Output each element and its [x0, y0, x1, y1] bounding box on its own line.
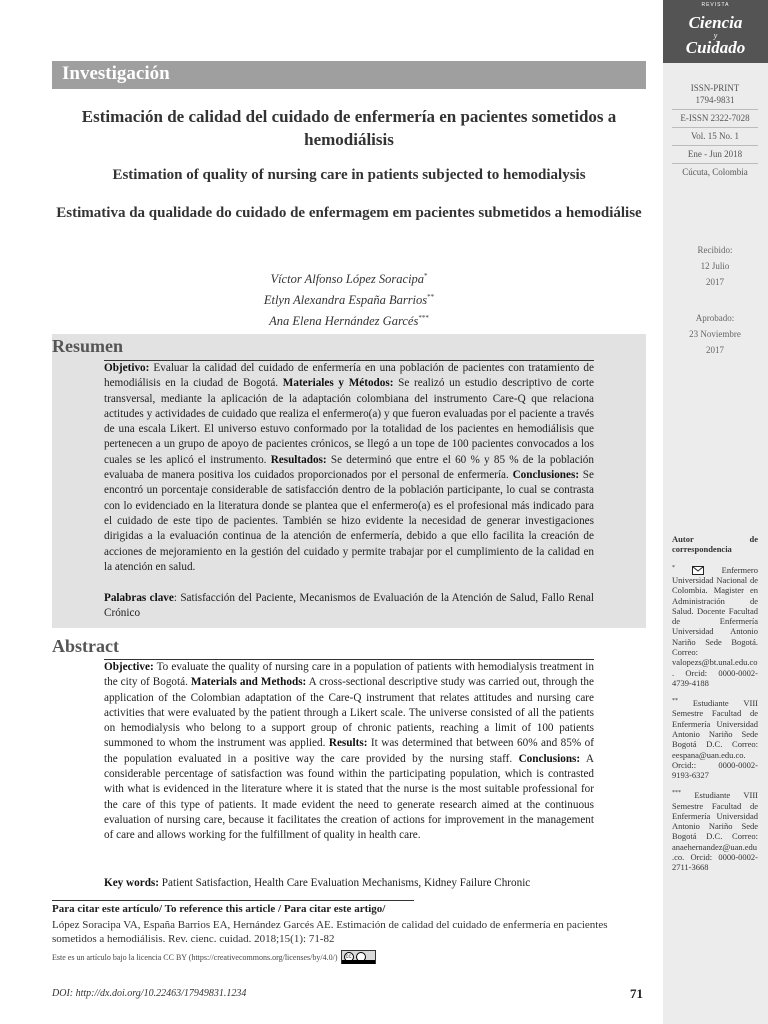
- title-english: Estimation of quality of nursing care in patients subjected to hemodialysis: [112, 167, 586, 183]
- envelope-icon: [692, 566, 704, 575]
- volume: Vol. 15 No. 1: [672, 128, 758, 146]
- title-spanish: Estimación de calidad del cuidado de enfermería en pacientes sometidos a hemodiálisis: [81, 107, 617, 149]
- license-line: [52, 950, 612, 964]
- citation-block: [52, 900, 612, 964]
- author-note-1: [672, 563, 758, 689]
- author-3-name: Ana Elena Hernández Garcés: [269, 314, 419, 329]
- period: Ene - Jun 2018: [672, 146, 758, 164]
- correspondence-heading: Autor de correspondencia: [672, 534, 758, 555]
- note3-mark: ***: [672, 790, 681, 797]
- section-label: Investigación: [62, 63, 170, 84]
- issn-print-number: 1794-9831: [695, 95, 735, 105]
- citation-text: López Soracipa VA, España Barrios EA, Hernández Garcés AE. Estimación de calidad del cuidado de enfermería en pacientes sometidos a hemodiálisis. Rev. cienc. cuidad. 2018;15(1): 71-82: [52, 919, 608, 945]
- author-note-2: [672, 696, 758, 780]
- resumen-obj-label: Objetivo:: [104, 362, 150, 374]
- resumen-obj-text: Evaluar la calidad del cuidado de enfermería en una población de pacientes con tratamiento de hemodiálisis en la ciudad de Bogotá.: [104, 362, 594, 390]
- resumen-keywords: [104, 591, 594, 622]
- page-number: 71: [630, 986, 643, 1001]
- logo-y: y: [713, 31, 718, 40]
- author-1-name: Víctor Alfonso López Soracipa: [270, 272, 425, 287]
- section-bar: [52, 61, 646, 89]
- resumen-con-text: Se encontró un porcentaje considerable de satisfacción dentro de la población participante, lo cual se contrasta con lo evidenciado en la literatura donde se plantea que el enfermero(a) es el profesional más indicado para el cuidado de este tipo de pacientes. También se hizo evidente la necesidad de generar investigaciones dirigidas a la evaluación continua de la atención de enfermería, debido a que ello facilita la creación de acciones de mejoramiento en la gestión del cuidado y permite trabajar por el cumplimiento de la calidad en la atención en salud.: [104, 469, 594, 573]
- logo-line1: Ciencia: [688, 13, 743, 32]
- resumen-heading: Resumen: [52, 336, 123, 356]
- author-2-mark: **: [427, 293, 435, 302]
- logo-line2: Cuidado: [685, 38, 746, 57]
- received-block: [672, 242, 758, 290]
- resumen-res-label: Resultados:: [270, 453, 327, 466]
- approved-block: [672, 310, 758, 358]
- author-3-mark: ***: [418, 314, 429, 323]
- abstract-text: [104, 660, 594, 844]
- note3-text: Estudiante VIII Semestre Facultad de Enfermería Universidad Antonio Nariño Sede Bogotá D.C. Correo: anaehernandez@uan.edu.co. Orcid: 0000-0002- 2711-3668: [672, 790, 759, 873]
- title-portuguese: Estimativa da qualidade do cuidado de enfermagem em pacientes submetidos a hemodiálise: [56, 205, 642, 221]
- logo-top: REVISTA: [701, 2, 730, 8]
- journal-logo: [663, 0, 768, 63]
- abstract-con-text: A considerable percentage of satisfaction was found within the participating population, which is contrasted with what is evidenced in the literature where it is stated that the nurse is the most suitable professional for the care of this type of patients. It made evident the need to generate research aimed at the continuous evaluation of nursing care, because it facilitates the creation of actions for improvement in the management of care and allows working for the fulfillment of quality in health care.: [104, 752, 594, 842]
- resumen-met-text: Se realizó un estudio descriptivo de corte transversal, mediante la aplicación de la adaptación colombiana del instrumento Care-Q que relaciona actitudes y actividades de cuidado que realiza el enfermero(a) y que fueron evaluadas por el paciente a través de una escala Likert. El universo estuvo conformado por la totalidad de los pacientes en hemodiálisis que pertenecen a un grupo de apoyo de pacientes crónicos, se llegó a un tope de 100 pacientes convocados a los cuales se les aplicó el instrumento.: [104, 377, 594, 466]
- author-note-3: [672, 788, 758, 872]
- note1-text: Enfermero Universidad Nacional de Colombia. Magister en Administración de Salud. Docente Facultad de Enfermería Universidad Antonio Nariño Sede Bogotá. Correo: valopezs@bt.unal.edu.co. Orcid: 0000-0002-4739-4188: [672, 564, 758, 688]
- issn-print-block: [672, 80, 758, 110]
- city: Cúcuta, Colombia: [682, 167, 748, 177]
- author-3: [52, 309, 646, 330]
- note2-text: Estudiante VIII Semestre Facultad de Enfermería Universidad Antonio Nariño Sede Bogotá D.C. Correo: eespana@uan.edu.co. Orcid:: 0000-0002- 9193-6327: [672, 698, 759, 781]
- license-text: Este es un artículo bajo la licencia CC BY (https://creativecommons.org/licenses/by/4.0/): [52, 952, 338, 962]
- resumen-con-label: Conclusiones:: [512, 469, 580, 482]
- abstract-met-label: Materials and Methods:: [190, 676, 307, 689]
- received-label: Recibido:: [697, 245, 733, 255]
- approved-year: 2017: [706, 345, 724, 355]
- abstract-met-text: A cross-sectional descriptive study was carried out, through the application of the Colombian adaptation of the Care-Q instrument that relates attitudes and nursing care activities that were evaluated by the patient through a Likert scale. The universe consisted of all the patients on hemodialysis who belong to a support group of chronic patients, reaching a limit of 100 patients summoned to whom the instrument was applied.: [104, 676, 594, 750]
- abstract-heading: Abstract: [52, 636, 119, 656]
- approved-label: Aprobado:: [695, 313, 735, 323]
- resumen-kw-label: Palabras clave: [104, 592, 174, 604]
- abstract-con-label: Conclusions:: [518, 752, 581, 765]
- correspondence-notes: [672, 534, 758, 881]
- issn-block: [672, 80, 758, 181]
- abstract-keywords: [104, 876, 594, 891]
- approved-day: 23 Noviembre: [689, 329, 741, 339]
- author-1: [52, 267, 646, 288]
- abstract-obj-label: Objective:: [104, 661, 154, 673]
- author-1-mark: *: [424, 272, 428, 280]
- issn-print-label: ISSN-PRINT: [690, 83, 740, 93]
- resumen-met-label: Materiales y Métodos:: [282, 377, 394, 390]
- author-list: [52, 267, 646, 330]
- citation-heading: Para citar este artículo/ To reference this article / Para citar este artigo/: [52, 903, 386, 915]
- author-2-name: Etlyn Alexandra España Barrios: [263, 293, 428, 308]
- eissn: E-ISSN 2322-7028: [672, 110, 758, 128]
- abstract-kw-text: Patient Satisfaction, Health Care Evaluation Mechanisms, Kidney Failure Chronic: [159, 877, 531, 889]
- resumen-kw-text: : Satisfacción del Paciente, Mecanismos de Evaluación de la Atención de Salud, Fallo Renal Crónico: [104, 592, 595, 620]
- resumen-text: [104, 361, 594, 575]
- abstract-kw-label: Key words:: [104, 877, 159, 889]
- abstract-obj-text: To evaluate the quality of nursing care in a population of patients with hemodialysis treatment in the city of Bogotá.: [104, 661, 594, 689]
- abstract-res-text: It was determined that between 60% and 85% of the population evaluated in a positive way the care provided by the nursing staff.: [104, 737, 594, 765]
- doi-link[interactable]: DOI: http://dx.doi.org/10.22463/17949831.1234: [52, 988, 247, 999]
- note2-mark: **: [672, 698, 678, 705]
- cc-icon: cc: [345, 954, 352, 960]
- note1-mark: *: [672, 564, 675, 571]
- badge-bottom-strip: [342, 960, 375, 964]
- author-2: [52, 288, 646, 309]
- cc-by-badge: [341, 950, 376, 964]
- received-day: 12 Julio: [700, 261, 730, 271]
- received-year: 2017: [706, 277, 724, 287]
- resumen-res-text: Se determinó que entre el 60 % y 85 % de la población evaluaba de manera positiva los cuidados proporcionados por el personal de enfermería.: [104, 453, 594, 482]
- abstract-res-label: Results:: [328, 737, 368, 750]
- citation-rule: [52, 900, 414, 901]
